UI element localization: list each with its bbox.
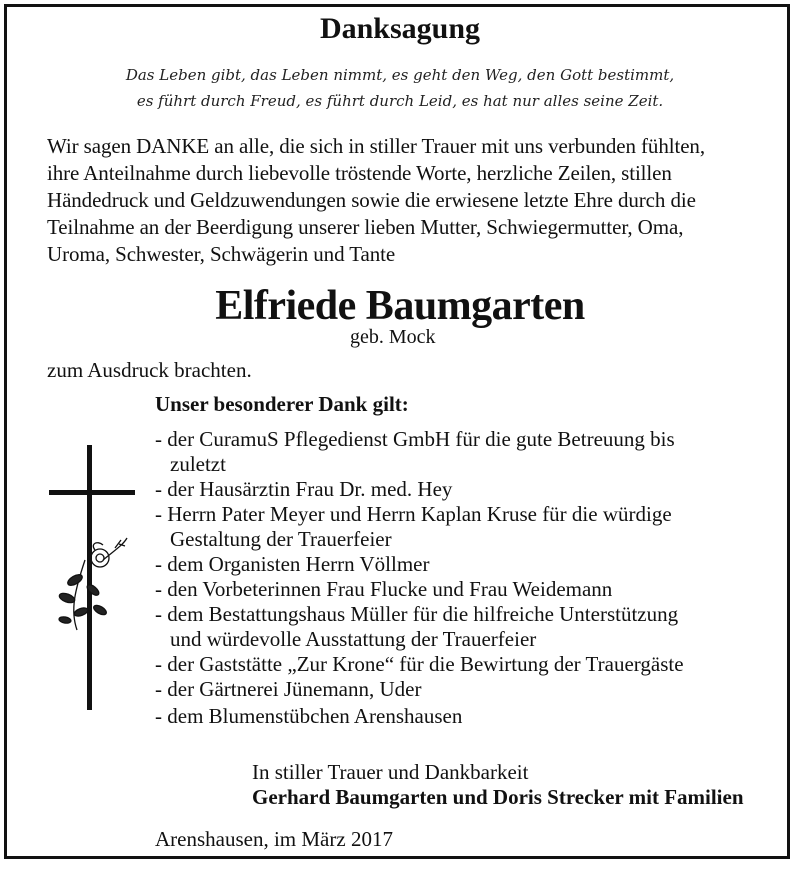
intro-line-2: ihre Anteilnahme durch liebevolle tröstende Worte, herzliche Zeilen, stillen: [47, 161, 672, 185]
signature: Gerhard Baumgarten und Doris Strecker mit Familien: [252, 785, 744, 809]
thanks-item: - dem Organisten Herrn Völlmer: [155, 552, 430, 576]
quote-line-2: es führt durch Freud, es führt durch Leid, es hat nur alles seine Zeit.: [136, 92, 664, 110]
quote-line-1: Das Leben gibt, das Leben nimmt, es geht den Weg, den Gott bestimmt,: [125, 66, 675, 84]
thanks-item: - Herrn Pater Meyer und Herrn Kaplan Kruse für die würdige: [155, 502, 672, 526]
thanks-item: - der CuramuS Pflegedienst GmbH für die gute Betreuung bis: [155, 427, 675, 451]
intro-line-5: Uroma, Schwester, Schwägerin und Tante: [47, 242, 396, 266]
thanks-item: - den Vorbeterinnen Frau Flucke und Frau Weidemann: [155, 577, 613, 601]
cross-icon: [45, 440, 145, 715]
thanks-item: - der Hausärztin Frau Dr. med. Hey: [155, 477, 453, 501]
place-date: Arenshausen, im März 2017: [155, 827, 393, 851]
thanks-item: - der Gaststätte „Zur Krone“ für die Bewirtung der Trauergäste: [155, 652, 684, 676]
intro-line-1: Wir sagen DANKE an alle, die sich in stiller Trauer mit uns verbunden fühlten,: [47, 134, 705, 158]
special-thanks-heading: Unser besonderer Dank gilt:: [155, 392, 409, 416]
notice-title: Danksagung: [319, 12, 481, 45]
thanks-item: - der Gärtnerei Jünemann, Uder: [155, 677, 422, 701]
deceased-name: Elfriede Baumgarten: [215, 283, 585, 329]
rose-icon: [58, 538, 127, 630]
thanks-item-continuation: und würdevolle Ausstattung der Trauerfeier: [170, 627, 537, 651]
birth-name: geb. Mock: [350, 326, 436, 348]
intro-line-3: Händedruck und Geldzuwendungen sowie die erwiesene letzte Ehre durch die: [47, 188, 696, 212]
after-name-text: zum Ausdruck brachten.: [47, 358, 252, 382]
thanks-item: - dem Blumenstübchen Arenshausen: [155, 704, 463, 728]
closing-line: In stiller Trauer und Dankbarkeit: [252, 760, 529, 784]
thanks-item-continuation: Gestaltung der Trauerfeier: [170, 527, 392, 551]
thanks-item: - dem Bestattungshaus Müller für die hilfreiche Unterstützung: [155, 602, 679, 626]
thanks-item-continuation: zuletzt: [170, 452, 226, 476]
intro-line-4: Teilnahme an der Beerdigung unserer lieben Mutter, Schwiegermutter, Oma,: [47, 215, 684, 239]
